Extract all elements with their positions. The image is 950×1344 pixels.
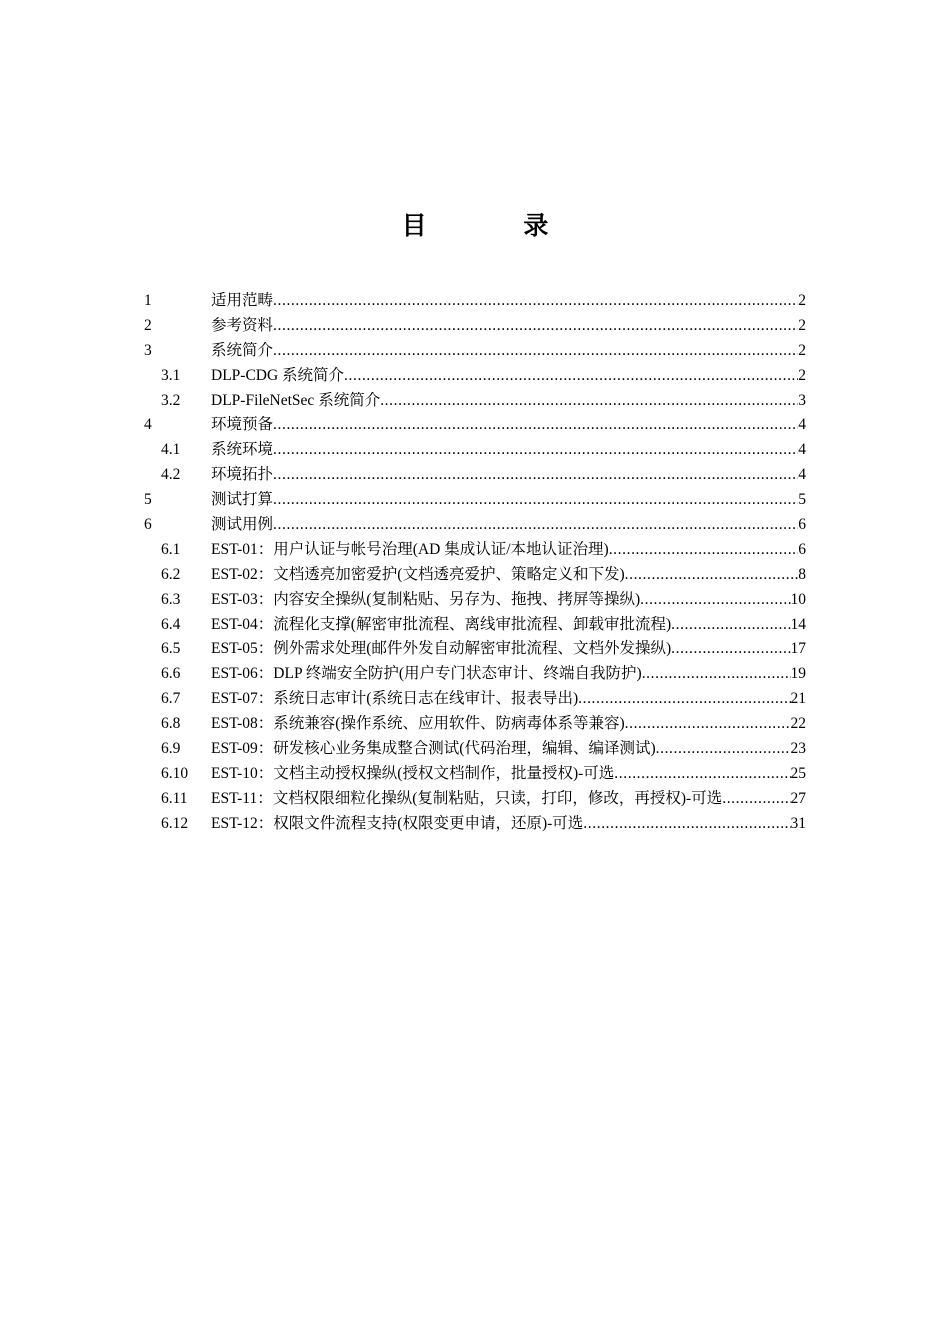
toc-entry-line [211, 364, 806, 389]
toc-entry[interactable] [0, 687, 950, 712]
toc-entry-title: 测试用例 [211, 516, 274, 534]
toc-entry[interactable] [0, 488, 950, 513]
toc-entry[interactable] [0, 289, 950, 314]
toc-entry-line [211, 563, 806, 588]
toc-entry-title: EST-01：用户认证与帐号治理(AD 集成认证/本地认证治理) [211, 540, 609, 558]
toc-entry[interactable] [0, 364, 950, 389]
toc-entry[interactable] [0, 812, 950, 837]
toc-entry-title: EST-02：文档透亮加密爱护(文档透亮爱护、策略定义和下发) [211, 565, 625, 583]
toc-entry-title: EST-11：文档权限细粒化操纵(复制粘贴，只读，打印，修改，再授权)-可选 [211, 789, 723, 807]
toc-entry-number: 6.2 [161, 565, 181, 583]
toc-entry-number: 6.12 [161, 814, 189, 832]
toc-entry-line [211, 712, 806, 737]
toc-entry[interactable] [0, 712, 950, 737]
toc-entry-title: EST-06：DLP 终端安全防护(用户专门状态审计、终端自我防护) [211, 665, 642, 683]
toc-entry-page-number: 22 [790, 715, 806, 733]
toc-entry[interactable] [0, 613, 950, 638]
toc-entry-title: 系统简介 [211, 341, 274, 359]
toc-dot-leader [273, 289, 798, 314]
toc-entry-title: EST-03：内容安全操纵(复制粘贴、另存为、拖拽、拷屏等操纵) [211, 590, 641, 608]
toc-entry-number: 4.1 [161, 441, 181, 459]
toc-entry[interactable] [0, 662, 950, 687]
toc-entry-title: 参考资料 [211, 316, 274, 334]
toc-entry-page-number: 4 [798, 466, 806, 484]
toc-entry-title: 环境预备 [211, 416, 274, 434]
toc-dot-leader [625, 712, 791, 737]
toc-entry-line [211, 662, 806, 687]
toc-entry-line [211, 289, 806, 314]
toc-dot-leader [380, 389, 798, 414]
toc-entry-line [211, 463, 806, 488]
toc-entry-page-number: 31 [790, 814, 806, 832]
toc-entry-number: 3.2 [161, 391, 181, 409]
toc-entry-number: 1 [144, 292, 152, 309]
toc-entry-number: 6.6 [161, 665, 181, 683]
toc-entry[interactable] [0, 339, 950, 364]
toc-dot-leader [344, 364, 798, 389]
toc-entry-page-number: 6 [798, 516, 806, 534]
toc-entry-line [211, 787, 806, 812]
toc-entry-title: EST-05：例外需求处理(邮件外发自动解密审批流程、文档外发操纵) [211, 640, 672, 658]
toc-entry-number: 3.1 [161, 366, 181, 384]
toc-entry-page-number: 2 [798, 292, 806, 309]
toc-entry-title: DLP-CDG 系统简介 [211, 366, 345, 384]
toc-list [0, 289, 950, 837]
toc-entry-number: 4.2 [161, 466, 181, 484]
toc-entry-page-number: 10 [790, 590, 806, 608]
toc-entry[interactable] [0, 538, 950, 563]
toc-entry-line [211, 538, 806, 563]
toc-entry-number: 4 [144, 416, 152, 434]
toc-entry-title: 系统环境 [211, 441, 274, 459]
toc-entry-page-number: 21 [790, 690, 806, 708]
toc-entry-page-number: 8 [798, 565, 806, 583]
toc-dot-leader [273, 463, 798, 488]
toc-entry-number: 3 [144, 341, 152, 359]
toc-entry-title: DLP-FileNetSec 系统简介 [211, 391, 381, 409]
toc-title: 目 录 [401, 211, 593, 240]
toc-dot-leader [583, 812, 790, 837]
toc-entry-number: 6.3 [161, 590, 181, 608]
toc-entry-page-number: 23 [790, 740, 806, 758]
toc-entry-line [211, 389, 806, 414]
toc-entry-title: EST-12：权限文件流程支持(权限变更申请，还原)-可选 [211, 814, 584, 832]
toc-entry[interactable] [0, 413, 950, 438]
toc-dot-leader [671, 637, 790, 662]
toc-entry-number: 6.9 [161, 740, 181, 758]
toc-dot-leader [625, 563, 799, 588]
toc-entry-title: EST-10：文档主动授权操纵(授权文档制作，批量授权)-可选 [211, 764, 615, 782]
toc-entry-page-number: 25 [790, 764, 806, 782]
toc-dot-leader [609, 538, 799, 563]
toc-entry-line [211, 488, 806, 513]
toc-entry-page-number: 2 [798, 366, 806, 384]
toc-entry-page-number: 2 [798, 341, 806, 359]
toc-entry[interactable] [0, 637, 950, 662]
toc-entry-number: 6.10 [161, 764, 189, 782]
toc-entry-number: 2 [144, 316, 152, 334]
toc-entry-page-number: 5 [798, 491, 806, 509]
toc-entry[interactable] [0, 762, 950, 787]
toc-dot-leader [614, 762, 790, 787]
toc-entry-number: 6 [144, 516, 152, 534]
toc-entry-title: 适用范畴 [211, 292, 274, 309]
toc-entry[interactable] [0, 787, 950, 812]
toc-entry-line [211, 812, 806, 837]
toc-entry[interactable] [0, 389, 950, 414]
toc-entry-number: 6.5 [161, 640, 181, 658]
toc-entry-line [211, 438, 806, 463]
toc-dot-leader [722, 787, 790, 812]
toc-dot-leader [578, 687, 790, 712]
toc-entry-number: 5 [144, 491, 152, 509]
toc-entry-line [211, 637, 806, 662]
toc-entry-line [211, 413, 806, 438]
toc-entry-page-number: 2 [798, 316, 806, 334]
toc-entry-page-number: 3 [798, 391, 806, 409]
toc-entry-page-number: 4 [798, 416, 806, 434]
toc-entry[interactable] [0, 463, 950, 488]
toc-entry-page-number: 27 [790, 789, 806, 807]
toc-entry[interactable] [0, 438, 950, 463]
toc-dot-leader [273, 314, 798, 339]
toc-entry-line [211, 314, 806, 339]
toc-entry-number: 6.1 [161, 540, 181, 558]
toc-entry-number: 6.8 [161, 715, 181, 733]
toc-entry[interactable] [0, 314, 950, 339]
toc-entry-title: EST-08：系统兼容(操作系统、应用软件、防病毒体系等兼容) [211, 715, 625, 733]
toc-entry-title: EST-09：研发核心业务集成整合测试(代码治理，编辑、编译测试) [211, 740, 656, 758]
toc-dot-leader [640, 588, 790, 613]
toc-entry-page-number: 17 [790, 640, 806, 658]
toc-entry-title: EST-07：系统日志审计(系统日志在线审计、报表导出) [211, 690, 579, 708]
toc-entry[interactable] [0, 563, 950, 588]
toc-entry-page-number: 19 [790, 665, 806, 683]
toc-entry-line [211, 613, 806, 638]
toc-entry-number: 6.11 [161, 789, 188, 807]
toc-entry-page-number: 4 [798, 441, 806, 459]
toc-entry-title: 测试打算 [211, 491, 274, 509]
toc-entry-page-number: 6 [798, 540, 806, 558]
toc-dot-leader [656, 737, 791, 762]
toc-entry-number: 6.7 [161, 690, 181, 708]
toc-entry-line [211, 762, 806, 787]
toc-entry-line [211, 687, 806, 712]
toc-entry[interactable] [0, 513, 950, 538]
toc-entry-number: 6.4 [161, 615, 181, 633]
toc-entry-line [211, 588, 806, 613]
toc-entry-title: 环境拓扑 [211, 466, 274, 484]
toc-dot-leader [273, 413, 798, 438]
toc-entry-page-number: 14 [790, 615, 806, 633]
toc-dot-leader [273, 339, 798, 364]
toc-dot-leader [642, 662, 791, 687]
toc-entry-title: EST-04：流程化支撑(解密审批流程、离线审批流程、卸载审批流程) [211, 615, 672, 633]
toc-dot-leader [273, 513, 798, 538]
toc-dot-leader [273, 488, 798, 513]
toc-dot-leader [273, 438, 798, 463]
toc-entry-line [211, 737, 806, 762]
toc-entry-line [211, 339, 806, 364]
toc-entry[interactable] [0, 737, 950, 762]
toc-entry-line [211, 513, 806, 538]
toc-dot-leader [671, 613, 790, 638]
toc-entry[interactable] [0, 588, 950, 613]
